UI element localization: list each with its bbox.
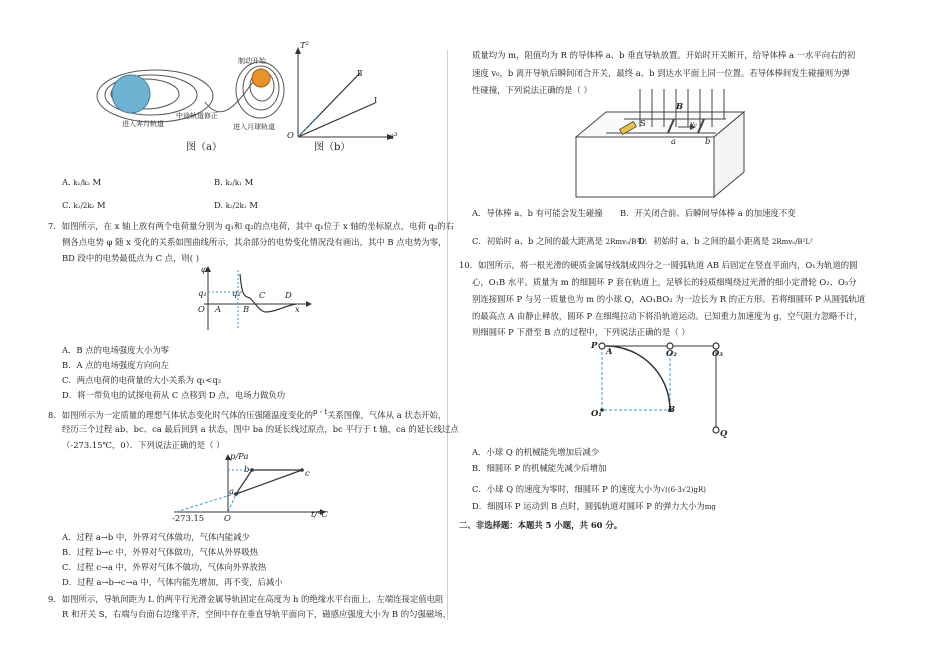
q9-a: a xyxy=(671,136,676,146)
q7-line2: 侧各点电势 φ 随 x 变化的关系如图曲线所示，其余部分的电势变化情况没有画出，其中 B 点电势为零， xyxy=(62,237,447,247)
q8-pt-graph xyxy=(172,452,332,522)
q8-line3: （-273.15℃，0）．下列说法正确的是（ ） xyxy=(62,440,225,450)
q9-option-c: C．初始时 a、b 之间的最大距离是 2Rmv₀/B²L² xyxy=(472,236,647,246)
q8-t-axis: t/°C xyxy=(311,509,328,519)
q10-line4: 的最高点 A 由静止释放，圆环 P 在细绳拉动下将沿轨道运动。已知重力加速度为 g，空气阻力忽略不计， xyxy=(472,311,863,321)
q8-option-d: D．过程 a→b→c→a 中，气体内能先增加，再不变，后减小 xyxy=(62,577,283,587)
axis-a3: a³ xyxy=(389,131,398,141)
ball-Q xyxy=(713,427,719,433)
q7-line3: BD 段中的电势最低点为 C 点，则( ) xyxy=(62,253,199,263)
q9-b: b xyxy=(705,136,711,146)
column-divider xyxy=(447,50,448,620)
line-I xyxy=(298,103,375,137)
q10-A: A xyxy=(606,346,613,356)
q9-option-d: D．初始时 a、b 之间的最小距离是 2Rmv₀/B²L² xyxy=(638,236,813,246)
caption-figure-b: 图（b） xyxy=(314,142,351,153)
q10-Q: Q xyxy=(720,428,728,438)
q9-S: S xyxy=(640,118,646,128)
section-2-heading: 二、非选择题：本题共 5 小题，共 60 分。 xyxy=(459,520,623,530)
q10-line3: 别连接圆环 P 与另一质量也为 m 的小球 Q，AO₁BO₂ 为一边长为 R 的正方形。若将细圆环 P 从圆弧轨道 xyxy=(472,294,866,304)
q7-potential-graph xyxy=(198,266,318,334)
q7-option-a: A．B 点的电场强度大小为零 xyxy=(62,345,169,355)
q7-A: A xyxy=(215,304,222,314)
q9-option-b: B．开关闭合前、后瞬间导体棒 a 的加速度不变 xyxy=(620,208,796,218)
q7-C: C xyxy=(259,290,266,300)
q6-option-a: A. k₁/k₂ M xyxy=(62,177,102,187)
q10-line5: 则细圆环 P 下滑至 B 点的过程中，下列说法正确的是（ ） xyxy=(472,327,690,337)
q10-B: B xyxy=(668,404,676,414)
q7-q2: q₂ xyxy=(232,288,241,298)
earth xyxy=(112,75,150,113)
q8-a: a xyxy=(229,486,234,496)
moon xyxy=(252,69,270,87)
q9-B: B xyxy=(676,101,684,111)
q10-O2: O₂ xyxy=(666,348,677,358)
label-I: Ⅰ xyxy=(374,95,378,105)
q8-p-axis: p/Pa xyxy=(230,451,249,461)
q9-rail-diagram xyxy=(576,97,756,202)
q10-O1: O₁ xyxy=(591,408,602,418)
q10-O3: O₃ xyxy=(712,348,723,358)
q7-O: O xyxy=(198,304,205,314)
q7-q1: q₁ xyxy=(198,288,207,298)
label-brake: 制动开始 xyxy=(238,57,266,65)
axis-T2: T² xyxy=(300,40,309,50)
q10-line1: 10．如图所示，将一根光滑的硬质金属导线制成四分之一圆弧轨道 AB 后固定在竖直平面内，O₁为轨道的圆 xyxy=(459,260,858,270)
q9-line1: 9．如图所示，导轨间距为 L 的两平行光滑金属导轨固定在高度为 h 的绝缘水平台面上，左端连接定值电阻 xyxy=(48,594,444,604)
q7-option-b: B．A 点的电场强度方向向左 xyxy=(62,360,169,370)
q10-option-c: C．小球 Q 的速度为零时，细圆环 P 的速度大小为√((6-3√2)gR) xyxy=(472,484,707,494)
q7-option-c: C．两点电荷的电荷量的大小关系为 q₁<q₂ xyxy=(62,375,222,385)
origin-O: O xyxy=(287,130,294,140)
q9-line2: R 和开关 S，右端与台面右边缘平齐，空间中存在垂直导轨平面向下，磁感应强度大小为 B 的匀强磁场， xyxy=(62,609,451,619)
q8-tick: -273.15 xyxy=(172,513,205,523)
q7-B: B xyxy=(243,304,250,314)
q9-line4: 速度 v₀，b 离开导轨后瞬间闭合开关，最终 a、b 到达水平面上同一位置。若导体棒间发生碰撞则为弹 xyxy=(472,68,850,78)
q6-option-b: B. k₂/k₁ M xyxy=(214,177,254,187)
caption-figure-a: 图（a） xyxy=(186,142,222,153)
q8-option-c: C．过程 c→a 中，外界对气体不做功，气体向外界放热 xyxy=(62,562,267,572)
q8-b: b xyxy=(244,464,250,474)
label-II: Ⅱ xyxy=(357,68,363,78)
q7-line1: 7．如图所示，在 x 轴上放有两个电荷量分别为 q₁和 q₂的点电荷，其中 q₁位于 x 轴的坐标原点，电荷 q₂的右 xyxy=(48,221,454,231)
q8-line1: 8．如图所示为一定质量的理想气体状态变化时气体的压强随温度变化的$^{p - t}$关系图像，气体从 a 状态开始， xyxy=(48,408,447,420)
label-moon-orbit: 进入月球轨道 xyxy=(233,123,275,131)
q8-option-a: A．过程 a→b 中，外界对气体做功，气体内能减少 xyxy=(62,532,250,542)
q10-P: P xyxy=(591,340,598,350)
q7-x: x xyxy=(295,304,300,314)
ring-P xyxy=(599,343,605,349)
q9-v0: v₀ xyxy=(690,120,697,128)
q9-line5: 性碰撞，下列说法正确的是（ ） xyxy=(472,85,592,95)
q6-option-c: C. k₁/2k₂ M xyxy=(62,200,106,210)
q8-option-b: B．过程 b→c 中，外界对气体做功，气体从外界吸热 xyxy=(62,547,259,557)
q10-option-a: A．小球 Q 的机械能先增加后减少 xyxy=(472,447,600,457)
q7-phi: φ xyxy=(201,264,207,274)
label-sun-orbit: 进入奔月轨道 xyxy=(122,120,164,128)
figure-b-graph xyxy=(290,45,400,150)
line-II xyxy=(298,73,360,137)
q8-origin: O xyxy=(224,513,231,523)
q10-line2: 心，O₁B 水平。质量为 m 的细圆环 P 套在轨道上，足够长的轻质细绳绕过光滑的细小定滑轮 O₂、O₃分 xyxy=(472,277,857,287)
q10-option-b: B．细圆环 P 的机械能先减少后增加 xyxy=(472,463,607,473)
q10-option-d: D．细圆环 P 运动到 B 点时，圆弧轨道对圆环 P 的弹力大小为mg xyxy=(472,501,716,511)
q8-c: c xyxy=(305,468,310,478)
q8-line2: 经历三个过程 ab、bc、ca 最后回到 a 状态，图中 ba 的延长线过原点，bc 平行于 t 轴，ca 的延长线过点 xyxy=(62,424,459,434)
q9-line3: 质量均为 m，阻值均为 R 的导体棒 a、b 垂直导轨放置。开始时开关断开，给导体棒 a 一水平向右的初 xyxy=(472,50,856,60)
q9-option-a: A．导体棒 a、b 有可能会发生碰撞 xyxy=(472,208,603,218)
q6-option-d: D. k₂/2k₁ M xyxy=(214,200,258,210)
q7-option-d: D．将一带负电的试探电荷从 C 点移到 D 点，电场力做负功 xyxy=(62,390,286,400)
arc-AB xyxy=(606,346,670,410)
label-mid-correction: 中途轨道修正 xyxy=(176,112,218,120)
q7-D: D xyxy=(285,290,292,300)
